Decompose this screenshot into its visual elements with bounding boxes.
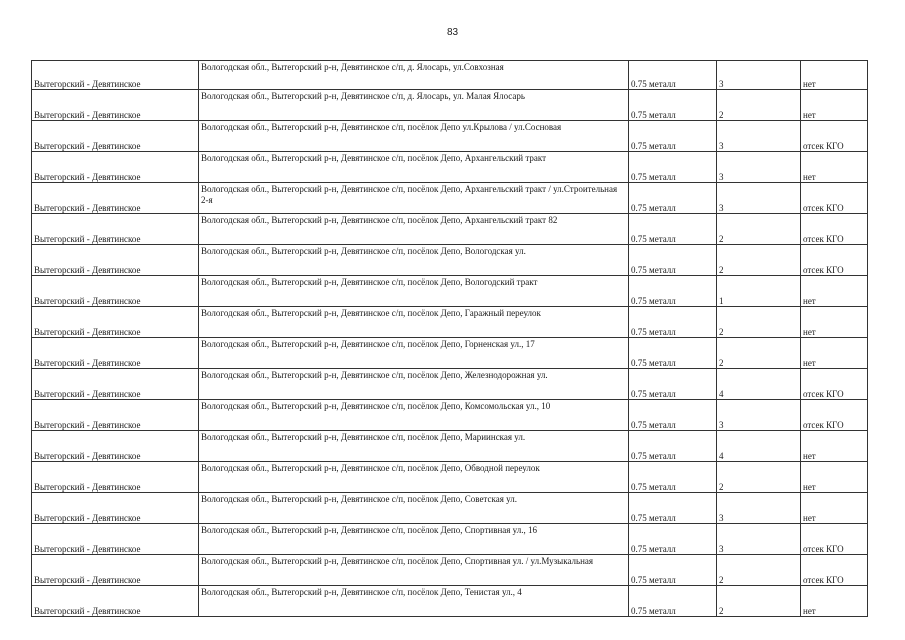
- container-sites-table: [31, 60, 868, 617]
- table-row: [32, 338, 868, 369]
- fence-cell: отсек КГО: [801, 183, 868, 214]
- table-row: [32, 586, 868, 617]
- table-row: [32, 307, 868, 338]
- address-cell: Вологодская обл., Вытегорский р-н, Девятинское с/п, посёлок Депо ул.Крылова / ул.Сосновая: [199, 121, 629, 152]
- volume-cell: 0.75 металл: [629, 276, 717, 307]
- fence-cell: отсек КГО: [801, 121, 868, 152]
- table-row: [32, 121, 868, 152]
- count-cell: 3: [717, 493, 801, 524]
- count-cell: 4: [717, 431, 801, 462]
- district-cell: Вытегорский - Девятинское: [32, 369, 199, 400]
- volume-cell: 0.75 металл: [629, 400, 717, 431]
- district-cell: Вытегорский - Девятинское: [32, 276, 199, 307]
- fence-cell: нет: [801, 152, 868, 183]
- fence-cell: отсек КГО: [801, 369, 868, 400]
- table-row: [32, 493, 868, 524]
- count-cell: 3: [717, 400, 801, 431]
- fence-cell: отсек КГО: [801, 524, 868, 555]
- fence-cell: отсек КГО: [801, 214, 868, 245]
- table-row: [32, 524, 868, 555]
- address-cell: Вологодская обл., Вытегорский р-н, Девятинское с/п, посёлок Депо, Вологодская ул.: [199, 245, 629, 276]
- address-cell: Вологодская обл., Вытегорский р-н, Девятинское с/п, посёлок Депо, Горненская ул., 17: [199, 338, 629, 369]
- address-cell: Вологодская обл., Вытегорский р-н, Девятинское с/п, посёлок Депо, Железнодорожная ул.: [199, 369, 629, 400]
- address-cell: Вологодская обл., Вытегорский р-н, Девятинское с/п, посёлок Депо, Спортивная ул. / ул.Музыкальная: [199, 555, 629, 586]
- table-row: [32, 152, 868, 183]
- address-cell: Вологодская обл., Вытегорский р-н, Девятинское с/п, посёлок Депо, Вологодский тракт: [199, 276, 629, 307]
- address-cell: Вологодская обл., Вытегорский р-н, Девятинское с/п, посёлок Депо, Тенистая ул., 4: [199, 586, 629, 617]
- count-cell: 3: [717, 524, 801, 555]
- table-row: [32, 400, 868, 431]
- table-row: [32, 183, 868, 214]
- district-cell: Вытегорский - Девятинское: [32, 586, 199, 617]
- fence-cell: нет: [801, 462, 868, 493]
- address-cell: Вологодская обл., Вытегорский р-н, Девятинское с/п, посёлок Депо, Мариинская ул.: [199, 431, 629, 462]
- address-cell: Вологодская обл., Вытегорский р-н, Девятинское с/п, посёлок Депо, Спортивная ул., 16: [199, 524, 629, 555]
- table-row: [32, 369, 868, 400]
- table-row: [32, 431, 868, 462]
- district-cell: Вытегорский - Девятинское: [32, 338, 199, 369]
- count-cell: 3: [717, 152, 801, 183]
- district-cell: Вытегорский - Девятинское: [32, 183, 199, 214]
- address-cell: Вологодская обл., Вытегорский р-н, Девятинское с/п, д. Ялосарь, ул. Малая Ялосарь: [199, 90, 629, 121]
- address-cell: Вологодская обл., Вытегорский р-н, Девятинское с/п, посёлок Депо, Комсомольская ул., 10: [199, 400, 629, 431]
- volume-cell: 0.75 металл: [629, 369, 717, 400]
- volume-cell: 0.75 металл: [629, 431, 717, 462]
- district-cell: Вытегорский - Девятинское: [32, 431, 199, 462]
- district-cell: Вытегорский - Девятинское: [32, 245, 199, 276]
- address-cell: Вологодская обл., Вытегорский р-н, Девятинское с/п, д. Ялосарь, ул.Совхозная: [199, 61, 629, 90]
- address-cell: Вологодская обл., Вытегорский р-н, Девятинское с/п, посёлок Депо, Архангельский тракт / ул.Строительная 2-я: [199, 183, 629, 214]
- volume-cell: 0.75 металл: [629, 338, 717, 369]
- table-row: [32, 276, 868, 307]
- district-cell: Вытегорский - Девятинское: [32, 307, 199, 338]
- volume-cell: 0.75 металл: [629, 524, 717, 555]
- address-cell: Вологодская обл., Вытегорский р-н, Девятинское с/п, посёлок Депо, Архангельский тракт: [199, 152, 629, 183]
- district-cell: Вытегорский - Девятинское: [32, 493, 199, 524]
- table-row: [32, 214, 868, 245]
- count-cell: 3: [717, 61, 801, 90]
- count-cell: 2: [717, 245, 801, 276]
- count-cell: 1: [717, 276, 801, 307]
- count-cell: 2: [717, 338, 801, 369]
- count-cell: 2: [717, 90, 801, 121]
- district-cell: Вытегорский - Девятинское: [32, 555, 199, 586]
- fence-cell: нет: [801, 586, 868, 617]
- address-cell: Вологодская обл., Вытегорский р-н, Девятинское с/п, посёлок Депо, Советская ул.: [199, 493, 629, 524]
- district-cell: Вытегорский - Девятинское: [32, 61, 199, 90]
- volume-cell: 0.75 металл: [629, 61, 717, 90]
- count-cell: 2: [717, 462, 801, 493]
- volume-cell: 0.75 металл: [629, 214, 717, 245]
- district-cell: Вытегорский - Девятинское: [32, 462, 199, 493]
- table-row: [32, 90, 868, 121]
- address-cell: Вологодская обл., Вытегорский р-н, Девятинское с/п, посёлок Депо, Архангельский тракт 82: [199, 214, 629, 245]
- volume-cell: 0.75 металл: [629, 493, 717, 524]
- fence-cell: нет: [801, 431, 868, 462]
- fence-cell: нет: [801, 276, 868, 307]
- district-cell: Вытегорский - Девятинское: [32, 121, 199, 152]
- volume-cell: 0.75 металл: [629, 245, 717, 276]
- count-cell: 4: [717, 369, 801, 400]
- address-cell: Вологодская обл., Вытегорский р-н, Девятинское с/п, посёлок Депо, Гаражный переулок: [199, 307, 629, 338]
- table-row: [32, 555, 868, 586]
- fence-cell: нет: [801, 307, 868, 338]
- count-cell: 2: [717, 555, 801, 586]
- volume-cell: 0.75 металл: [629, 462, 717, 493]
- volume-cell: 0.75 металл: [629, 555, 717, 586]
- fence-cell: отсек КГО: [801, 245, 868, 276]
- volume-cell: 0.75 металл: [629, 307, 717, 338]
- district-cell: Вытегорский - Девятинское: [32, 214, 199, 245]
- table-row: [32, 462, 868, 493]
- table-row: [32, 245, 868, 276]
- district-cell: Вытегорский - Девятинское: [32, 400, 199, 431]
- fence-cell: отсек КГО: [801, 400, 868, 431]
- fence-cell: нет: [801, 493, 868, 524]
- volume-cell: 0.75 металл: [629, 121, 717, 152]
- table-body: [32, 61, 868, 617]
- count-cell: 2: [717, 214, 801, 245]
- volume-cell: 0.75 металл: [629, 90, 717, 121]
- fence-cell: нет: [801, 61, 868, 90]
- count-cell: 3: [717, 183, 801, 214]
- volume-cell: 0.75 металл: [629, 152, 717, 183]
- fence-cell: нет: [801, 90, 868, 121]
- district-cell: Вытегорский - Девятинское: [32, 524, 199, 555]
- count-cell: 2: [717, 307, 801, 338]
- count-cell: 2: [717, 586, 801, 617]
- table-row: [32, 61, 868, 90]
- volume-cell: 0.75 металл: [629, 586, 717, 617]
- district-cell: Вытегорский - Девятинское: [32, 90, 199, 121]
- volume-cell: 0.75 металл: [629, 183, 717, 214]
- fence-cell: отсек КГО: [801, 555, 868, 586]
- page-number: 83: [446, 27, 459, 38]
- fence-cell: нет: [801, 338, 868, 369]
- district-cell: Вытегорский - Девятинское: [32, 152, 199, 183]
- address-cell: Вологодская обл., Вытегорский р-н, Девятинское с/п, посёлок Депо, Обводной переулок: [199, 462, 629, 493]
- count-cell: 3: [717, 121, 801, 152]
